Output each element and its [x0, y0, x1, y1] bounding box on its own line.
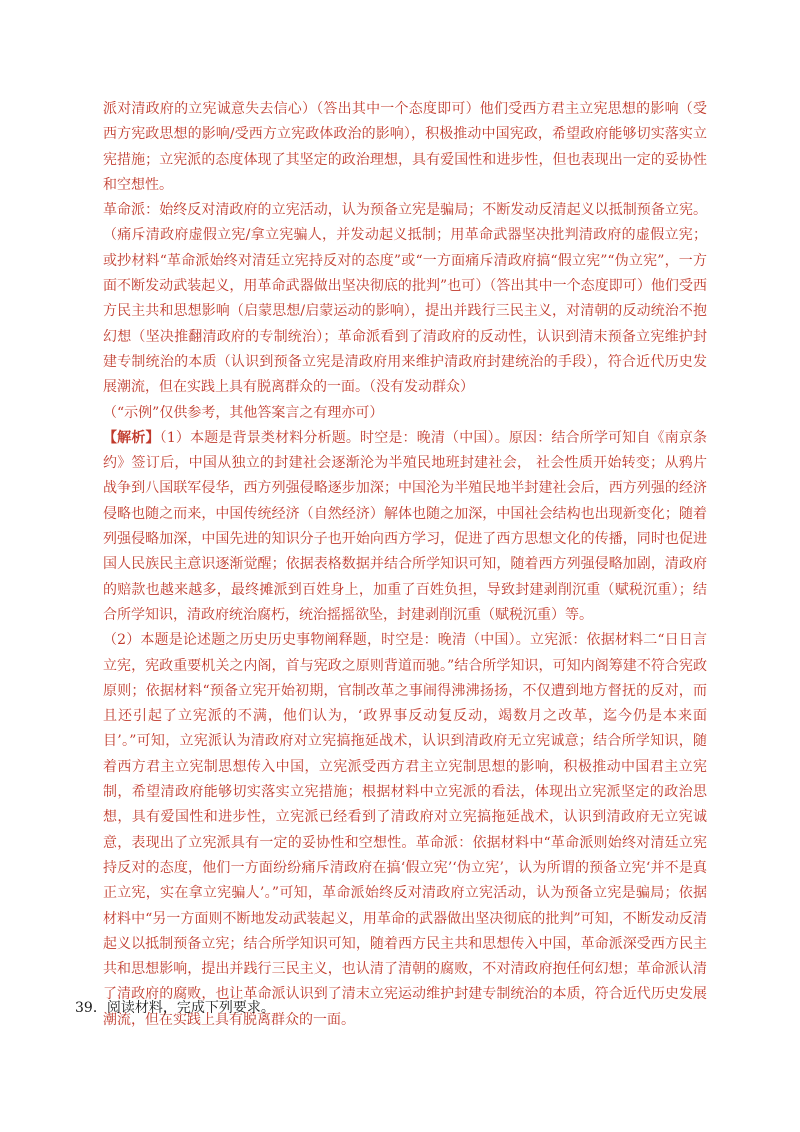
- answer-content: [103, 97, 707, 1033]
- analysis-part-1-text: （1）本题是背景类材料分析题。时空是：晚清（中国）。原因：结合所学可知自《南京条约》签订后，中国从独立的封建社会逐渐沦为半殖民地班封建社会， 社会性质开始转变；从鸦片战争到八国联军侵华，西方列强侵略逐步加深；中国沦为半殖民地半封建社会后，西方列强的经济侵略也随之而来，中国传统经济（自然经济）解体也随之加深，中国社会结构也出现新变化；随着列强侵略加深，中国先进的知识分子也开始向西方学习，促进了西方思想文化的传播，同时也促进国人民族民主意识逐渐觉醒；依据表格数据并结合所学知识可知，随着西方列强侵略加剧，清政府的赔款也越来越多，最终摊派到百姓身上，加重了百姓负担，导致封建剥削沉重（赋税沉重）；结合所学知识，清政府统治腐朽，统治摇摇欲坠，封建剥削沉重（赋税沉重）等。: [103, 429, 708, 623]
- paragraph-revolutionary: 革命派：始终反对清政府的立宪活动，认为预备立宪是骗局；不断发动反清起义以抵制预备立宪。（痛斥清政府虚假立宪/拿立宪骗人，并发动起义抵制；用革命武器坚决批判清政府的虚假立宪；或抄材料“革命派始终对清廷立宪持反对的态度”或“一方面痛斥清政府搞“假立宪”“伪立宪”，一方面不断发动武装起义，用革命武器做出坚决彻底的批判”也可）（答出其中一个态度即可）他们受西方民主共和思想影响（启蒙思想/启蒙运动的影响），提出并践行三民主义，对清朝的反动统治不抱幻想（坚决推翻清政府的专制统治）；革命派看到了清政府的反动性，认识到清末预备立宪维护封建专制统治的本质（认识到预备立宪是清政府用来维护清政府封建统治的手段），符合近代历史发展潮流，但在实践上具有脱离群众的一面。（没有发动群众）: [103, 202, 707, 396]
- paragraph-example-note: （“示例”仅供参考，其他答案言之有理亦可）: [103, 404, 384, 421]
- analysis-part-1: [103, 426, 707, 628]
- question-39-heading: 39．阅读材料，完成下列要求。: [75, 1000, 275, 1016]
- paragraph-constitutionalist-conclusion: 派对清政府的立宪诚意失去信心）（答出其中一个态度即可）他们受西方君主立宪思想的影响（受西方宪政思想的影响/受西方立宪政体政治的影响），积极推动中国宪政，希望政府能够切实落实立宪措施；立宪派的态度体现了其坚定的政治理想，具有爱国性和进步性，但也表现出一定的妥协性和空想性。: [103, 101, 707, 193]
- analysis-part-2: （2）本题是论述题之历史历史事物阐释题，时空是：晚清（中国）。立宪派：依据材料二“日日言立宪，宪政重要机关之内阁，首与宪政之原则背道而驰。”结合所学知识，可知内阁筹建不符合宪政原则；依据材料“预备立宪开始初期，官制改革之事闹得沸沸扬扬，不仅遭到地方督抚的反对，而且还引起了立宪派的不满，他们认为，‘政界事反动复反动，竭数月之改革，迄今仍是本来面目’。”可知，立宪派认为清政府对立宪搞拖延战术，认识到清政府无立宪诚意；结合所学知识，随着西方君主立宪制思想传入中国，立宪派受西方君主立宪制思想的影响，积极推动中国君主立宪制，希望清政府能够切实落实立宪措施；根据材料中立宪派的看法，体现出立宪派坚定的政治思想，具有爱国性和进步性，立宪派已经看到了清政府对立宪搞拖延战术，认识到清政府无立宪诚意，表现出了立宪派具有一定的妥协性和空想性。革命派：依据材料中“革命派则始终对清廷立宪持反对的态度，他们一方面纷纷痛斥清政府在搞‘假立宪’‘伪立宪’，认为所谓的预备立宪‘并不是真正立宪，实在拿立宪骗人’。”可知，革命派始终反对清政府立宪活动，认为预备立宪是骗局；依据材料中“另一方面则不断地发动武装起义，用革命的武器做出坚决彻底的批判”可知，不断发动反清起义以抵制预备立宪；结合所学知识可知，随着西方民主共和思想传入中国，革命派深受西方民主共和思想影响，提出并践行三民主义，也认清了清朝的腐败，不对清政府抱任何幻想；革命派认清了清政府的腐败，也让革命派认识到了清末立宪运动维护封建专制统治的本质，符合近代历史发展潮流，但在实践上具有脱离群众的一面。: [103, 632, 707, 1028]
- analysis-label: 【解析】: [103, 429, 160, 446]
